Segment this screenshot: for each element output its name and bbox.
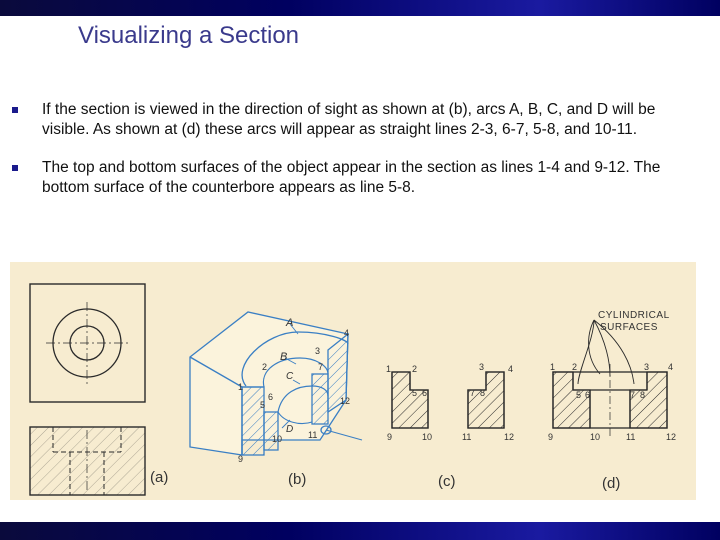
point-label: 8: [640, 390, 646, 400]
panel-d: [553, 320, 667, 438]
point-label: 4: [344, 328, 350, 338]
point-label: 5: [576, 390, 582, 400]
point-label: 5: [260, 400, 266, 410]
point-label: 3: [644, 362, 650, 372]
point-label: 12: [666, 432, 677, 442]
point-label: 11: [462, 432, 472, 442]
point-label: 11: [308, 430, 318, 440]
point-label: 7: [630, 390, 636, 400]
slide-title: Visualizing a Section: [78, 22, 300, 49]
arc-label-a: A: [286, 317, 294, 329]
point-label: 3: [479, 362, 485, 372]
point-label: 8: [480, 388, 486, 398]
top-view: [30, 284, 145, 402]
point-label: 7: [470, 388, 476, 398]
point-label: 1: [386, 364, 392, 374]
point-label: 3: [315, 346, 321, 356]
point-label: 10: [272, 434, 283, 444]
bottom-band: [0, 522, 720, 540]
panel-a: [30, 284, 168, 495]
point-label: 2: [412, 364, 418, 374]
panel-label-b: (b): [288, 471, 307, 488]
bullet-item: [10, 158, 700, 198]
point-label: 1: [238, 382, 244, 392]
point-label: 11: [626, 432, 636, 442]
arc-label-b: B: [280, 351, 288, 363]
point-label: 12: [504, 432, 515, 442]
section-figure: [10, 262, 696, 500]
point-label: 4: [508, 364, 514, 374]
panel-c: [392, 372, 504, 428]
top-band: [0, 0, 720, 16]
callout-text: SURFACES: [600, 322, 658, 333]
point-label: 1: [550, 362, 556, 372]
point-label: 6: [585, 390, 591, 400]
bullet-item: [10, 100, 700, 140]
square-bullet-icon: [12, 107, 18, 113]
point-label: 6: [422, 388, 428, 398]
point-label: 2: [262, 362, 268, 372]
point-label: 2: [572, 362, 578, 372]
point-label: 9: [238, 454, 244, 464]
point-label: 7: [318, 362, 324, 372]
bullet-list: [10, 100, 700, 216]
bullet-text: If the section is viewed in the direction of sight as shown at (b), arcs A, B, C, and D will be visible. As shown at (d) these arcs will appear as straight lines 2-3, 6-7, 5-8, and 10-11.: [42, 101, 656, 138]
point-label: 12: [340, 396, 351, 406]
point-label: 6: [268, 392, 274, 402]
point-label: 10: [590, 432, 601, 442]
figure-drawing: [10, 262, 696, 500]
arc-label-c: C: [286, 371, 294, 382]
panel-label-d: (d): [602, 475, 621, 492]
point-label: 9: [548, 432, 554, 442]
bullet-text: The top and bottom surfaces of the object appear in the section as lines 1-4 and 9-12. The bottom surface of the counterbore appears as line 5-8.: [42, 159, 661, 196]
arc-label-d: D: [286, 424, 294, 435]
panel-label-c: (c): [438, 473, 456, 490]
panel-label-a: (a): [150, 469, 169, 486]
point-label: 5: [412, 388, 418, 398]
front-view: [30, 427, 145, 495]
point-label: 10: [422, 432, 433, 442]
square-bullet-icon: [12, 165, 18, 171]
callout-text: CYLINDRICAL: [598, 310, 670, 321]
point-label: 9: [387, 432, 393, 442]
point-label: 4: [668, 362, 674, 372]
